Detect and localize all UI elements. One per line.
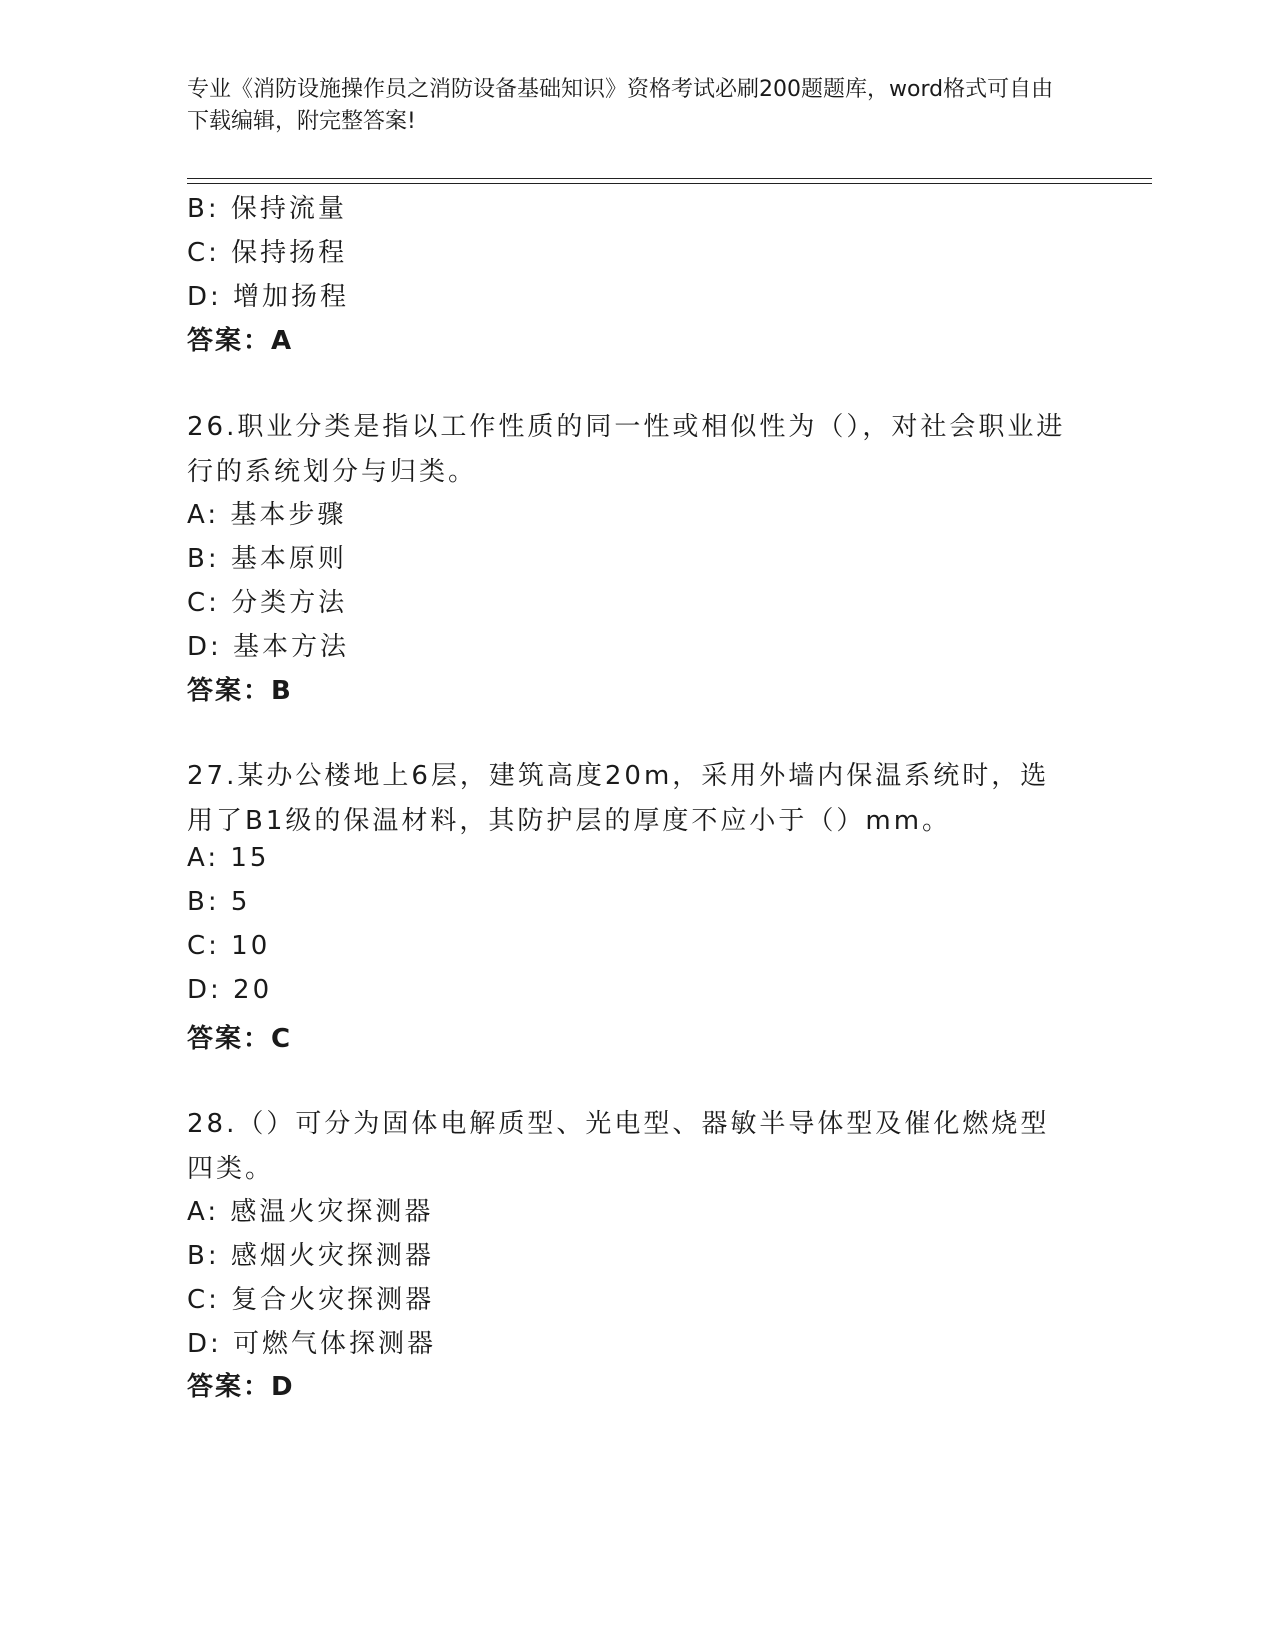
- q27-option-c: C: 10: [187, 931, 271, 961]
- q28-option-a: A: 感温火灾探测器: [187, 1197, 434, 1227]
- q28-question-text: 28.（）可分为固体电解质型、光电型、器敏半导体型及催化燃烧型四类。: [187, 1109, 1050, 1184]
- document-header: 专业《消防设施操作员之消防设备基础知识》资格考试必刷200题题库，word格式可自由下载编辑，附完整答案!: [187, 77, 1054, 134]
- q27-question-text: 27.某办公楼地上6层，建筑高度20m，采用外墙内保温系统时，选用了B1级的保温材料，其防护层的厚度不应小于（）mm。: [187, 761, 1050, 836]
- q28-option-b: B: 感烟火灾探测器: [187, 1241, 434, 1271]
- q26-question-text: 26.职业分类是指以工作性质的同一性或相似性为（），对社会职业进行的系统划分与归类。: [187, 412, 1066, 487]
- q28-option-c: C: 复合火灾探测器: [187, 1285, 435, 1315]
- q26-option-b: B: 基本原则: [187, 544, 347, 574]
- q28-answer: 答案：D: [187, 1372, 295, 1402]
- q27-option-a: A: 15: [187, 843, 270, 873]
- q26-answer: 答案：B: [187, 676, 293, 706]
- header-divider-top: [187, 178, 1152, 179]
- q26-option-a: A: 基本步骤: [187, 500, 347, 530]
- q25-answer: 答案：A: [187, 326, 294, 356]
- q26-option-c: C: 分类方法: [187, 588, 348, 618]
- q25-option-c: C: 保持扬程: [187, 238, 348, 268]
- q25-option-b: B: 保持流量: [187, 194, 347, 224]
- header-divider-bottom: [187, 183, 1152, 184]
- q27-option-d: D: 20: [187, 975, 273, 1005]
- q25-option-d: D: 增加扬程: [187, 282, 350, 312]
- q26-option-d: D: 基本方法: [187, 632, 350, 662]
- q27-option-b: B: 5: [187, 887, 251, 917]
- q28-option-d: D: 可燃气体探测器: [187, 1329, 437, 1359]
- q27-answer: 答案：C: [187, 1024, 293, 1054]
